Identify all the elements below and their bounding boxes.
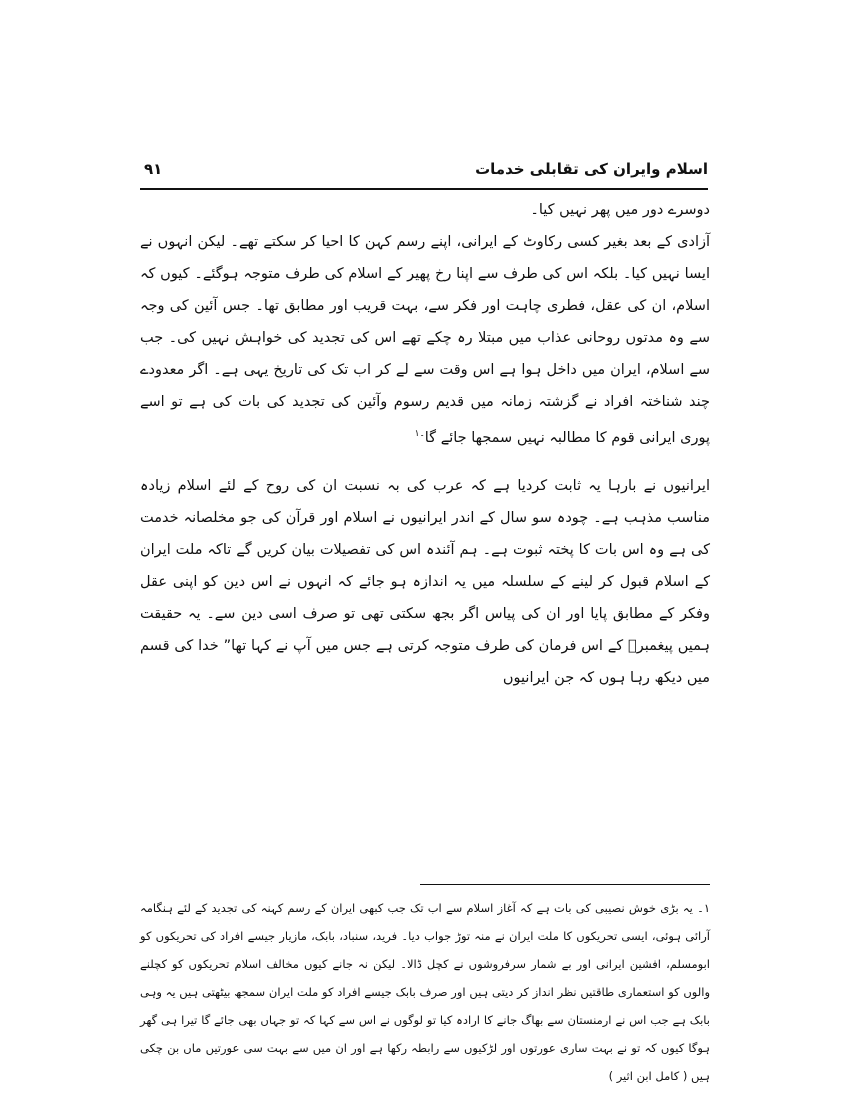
paragraph (140, 226, 710, 454)
page-number: ۹۱ (144, 160, 163, 178)
footnote: ۱۔ یہ بڑی خوش نصیبی کی بات ہے کہ آغاز اسلام سے اب تک جب کبھی ایران کے رسم کہنہ کی تجدید کے لئے ہنگامہ آرائی ہوئی، ایسی تحریکوں کا ملت ایران نے منہ توڑ جواب دیا۔ فرید، سنباد، بابک، مازیار جیسے افراد کی تحریکوں کو ابومسلم، افشین ایرانی اور بے شمار سرفروشوں نے کچل ڈالا۔ لیکن نہ جانے کیوں مخالف اسلام تحریکوں کو کچلنے والوں کو استعماری طاقتیں نظر انداز کر دیتی ہیں اور صرف بابک جیسے افراد کو ملت ایران سمجھ بیٹھتی ہیں یہ وہی بابک ہے جب اس نے ارمنستان سے بھاگ جانے کا ارادہ کیا تو لوگوں نے اس سے کہا کہ تو جہاں بھی جائے گا تیرا ہی گھر ہوگا کیوں کہ تو نے بہت ساری عورتوں اور لڑکیوں سے رابطہ رکھا ہے اور ان میں سے بہت سی عورتیں ماں بن چکی ہیں ( کامل ابن اثیر ) (140, 901, 710, 1083)
main-text (140, 194, 710, 694)
page-header (140, 158, 708, 190)
footnotes (140, 894, 710, 1090)
running-title: اسلام وایران کی تقابلی خدمات (475, 160, 708, 178)
footnote-reference: ۔۱ (414, 429, 425, 439)
footnote-separator (420, 884, 710, 885)
paragraph-text: آزادی کے بعد بغیر کسی رکاوٹ کے ایرانی، اپنے رسم کہن کا احیا کر سکتے تھے۔ لیکن انہوں نے ایسا نہیں کیا۔ بلکہ اس کی طرف سے اپنا رخ پھیر کے اسلام کی طرف متوجہ ہوگئے۔ کیوں کہ اسلام، ان کی عقل، فطری چاہت اور فکر سے، بہت قریب اور مطابق تھا۔ جس آئین کی وجہ سے وہ مدتوں روحانی عذاب میں مبتلا رہ چکے تھے اس کی تجدید کی خواہش نہیں کی۔ جب سے اسلام، ایران میں داخل ہوا ہے اس وقت سے لے کر اب تک کی تاریخ یہی ہے۔ اگر معدودے چند شناختہ افراد نے گزشتہ زمانہ میں قدیم رسوم وآئین کی تجدید کی بات کی ہے تو اسے پوری ایرانی قوم کا مطالبہ نہیں سمجھا جائے گا (140, 234, 710, 446)
paragraph: ایرانیوں نے بارہا یہ ثابت کردیا ہے کہ عرب کی بہ نسبت ان کی روح کے لئے اسلام زیادہ مناسب مذہب ہے۔ چودہ سو سال کے اندر ایرانیوں نے اسلام اور قرآن کی جو مخلصانہ خدمت کی ہے وہ اس بات کا پختہ ثبوت ہے۔ ہم آئندہ اس کی تفصیلات بیان کریں گے تاکہ ملت ایران کے اسلام قبول کر لینے کے سلسلہ میں یہ اندازہ ہو جائے کہ انہوں نے اس دین کو اپنی عقل وفکر کے مطابق پایا اور ان کی پیاس اگر بجھ سکتی تھی تو صرف اسی دین سے۔ یہ حقیقت ہمیں پیغمبرؐ کے اس فرمان کی طرف متوجہ کرتی ہے جس میں آپ نے کہا تھا” خدا کی قسم میں دیکھ رہا ہوں کہ جن ایرانیوں (140, 477, 710, 686)
paragraph: دوسرے دور میں پھر نہیں کیا۔ (530, 202, 710, 218)
